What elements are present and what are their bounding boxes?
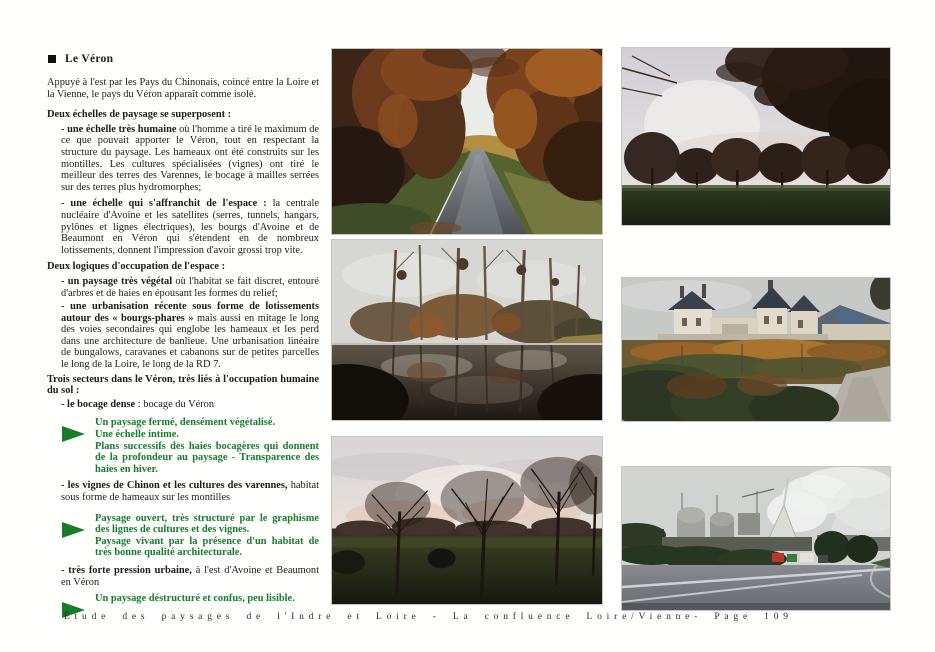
heading-trois-secteurs: Trois secteurs dans le Véron, très liés à l'occupation humaine du sol : bbox=[47, 373, 319, 397]
item-paysage-vegetal bbox=[61, 276, 319, 299]
intro-paragraph: Appuyé à l'est par les Pays du Chinonais, coincé entre la Loire et la Vienne, le pays du Véron apparaît comme isolé. bbox=[47, 77, 319, 100]
green-arrow-icon bbox=[62, 426, 85, 442]
item-echelle-humaine bbox=[61, 124, 319, 194]
green-arrow-icon bbox=[62, 522, 85, 538]
photo-autumn-road bbox=[331, 48, 603, 235]
item-vignes-chinon bbox=[61, 480, 319, 503]
item-lead: - très forte pression urbaine, bbox=[61, 564, 192, 576]
item-body: la centrale nucléaire d'Avoine et les satellites (serres, tunnels, hangars, pylônes et lignes électriques), les bourgs d'Avoine et de Beaumont en Véron qui s'étendent en de nombreux lotissements, donnent l'impression d'avoir grossi trop vite. bbox=[61, 198, 319, 256]
heading-deux-logiques: Deux logiques d'occupation de l'espace : bbox=[47, 261, 226, 273]
page-title: Le Véron bbox=[65, 53, 114, 65]
item-pression-urbaine bbox=[61, 565, 319, 588]
heading-deux-echelles: Deux échelles de paysage se superposent : bbox=[47, 109, 232, 121]
green-line: Une échelle intime. bbox=[95, 429, 179, 441]
item-lead: - une échelle qui s'affranchit de l'espace : bbox=[61, 198, 267, 210]
item-body: où l'homme a tiré le maximum de ce que pouvait apporter le Véron, tout en respectant la structure du paysage. Les hameaux ont été construits sur les montilles. Les cultures spécialisées (vignes) ont tiré le meilleur des terres des Varennes, le bocage à mailles serrées sur des terres plus hydromorphes; bbox=[61, 123, 319, 193]
item-urbanisation-recente bbox=[61, 301, 319, 371]
photo-field-bare-trees bbox=[331, 436, 603, 605]
photo-pond-reflections bbox=[331, 239, 603, 421]
item-lead: - une échelle très humaine bbox=[61, 123, 177, 135]
green-line: Paysage ouvert, très structuré par le graphisme des lignes de cultures et des vignes. bbox=[95, 512, 319, 536]
item-bocage-dense bbox=[61, 399, 319, 411]
item-lead: - les vignes de Chinon et les cultures des varennes, bbox=[61, 480, 288, 492]
section-title-row bbox=[48, 53, 319, 65]
item-lead: - un paysage très végétal bbox=[61, 275, 173, 287]
photo-nuclear-plant-road bbox=[621, 466, 891, 611]
green-note-vignes bbox=[47, 513, 319, 559]
photo-bocage-silhouettes bbox=[621, 47, 891, 226]
green-line: Un paysage fermé, densément végétalisé. bbox=[95, 417, 276, 429]
item-body: habitat sous forme de hameaux sur les montilles bbox=[61, 480, 320, 503]
green-line: Paysage vivant par la présence d'un habitat de très bonne qualité architecturale. bbox=[95, 535, 319, 559]
text-column bbox=[47, 48, 319, 619]
item-lead: - une urbanisation récente sous forme de lotissements autour des « bourgs-phares » bbox=[61, 301, 319, 324]
green-line: Plans successifs des haies bocagères qui donnent de la profondeur au paysage - Transparence des haies en hiver. bbox=[95, 440, 319, 475]
photo-chateau-vineyard bbox=[621, 277, 891, 422]
item-body: mais aussi en mitage le long des voies secondaires qui englobe les hameaux et les perd dans une architecture de banlieue. Une urbanisation linéaire de bungalows, caravanes et cabanons sur de petites parcelles le long de la Loire, le long de la RD 7. bbox=[61, 312, 319, 371]
item-body: où l'habitat se fait discret, entouré d'arbres et de haies en épousant les formes du relief; bbox=[61, 275, 319, 299]
item-echelle-espace bbox=[61, 198, 319, 256]
item-body: à l'est d'Avoine et Beaumont en Véron bbox=[61, 564, 320, 588]
green-line: Un paysage déstructuré et confus, peu lisible. bbox=[95, 593, 295, 605]
item-lead: - le bocage dense bbox=[61, 398, 136, 410]
green-note-bocage bbox=[47, 417, 319, 475]
item-body: : bocage du Véron bbox=[135, 398, 215, 410]
black-square-bullet-icon bbox=[48, 55, 56, 63]
footer-running-title: Étude des paysages de l'Indre et Loire - La confluence Loire/Vienne- Page 109 bbox=[64, 612, 793, 622]
